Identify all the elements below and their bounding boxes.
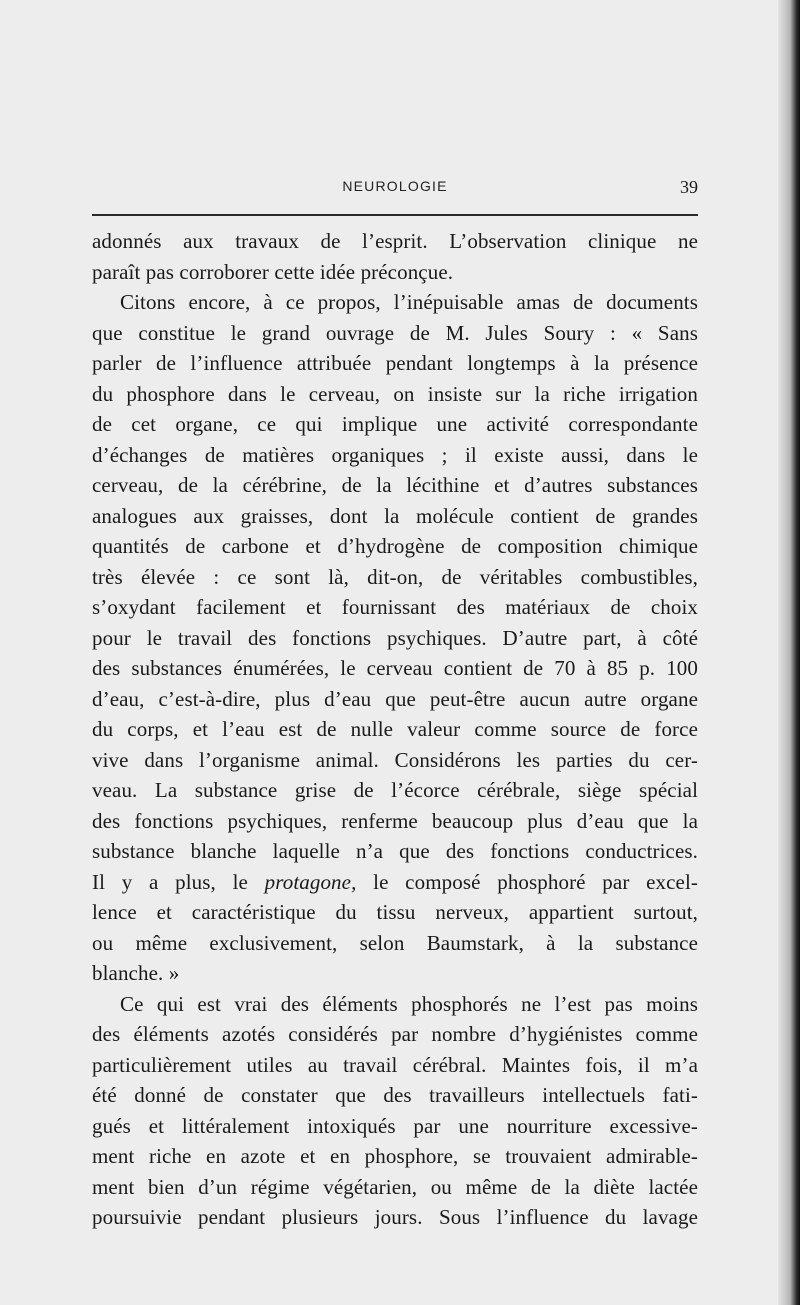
- text-line: très élevée : ce sont là, dit-on, de véritables combustibles,: [92, 564, 698, 589]
- text-line: gués et littéralement intoxiqués par une nourriture excessive-: [92, 1113, 698, 1138]
- text-line: ment bien d’un régime végétarien, ou même de la diète lactée: [92, 1174, 698, 1199]
- text-line: des fonctions psychiques, renferme beaucoup plus d’eau que la: [92, 808, 698, 833]
- text-line: paraît pas corroborer cette idée préconçue.: [92, 259, 454, 284]
- text-line: du corps, et l’eau est de nulle valeur comme source de force: [92, 717, 698, 741]
- text-line: d’eau, c’est-à-dire, plus d’eau que peut-être aucun autre organe: [92, 686, 698, 711]
- text-line: des éléments azotés considérés par nombre d’hygiénistes comme: [92, 1022, 698, 1046]
- italic-term: protagone,: [264, 869, 357, 894]
- text-line: lence et caractéristique du tissu nerveux, appartient surtout,: [92, 900, 698, 924]
- running-head: [92, 178, 698, 200]
- text-line: blanche. »: [92, 961, 180, 985]
- text-line: pour le travail des fonctions psychiques. D’autre part, à côté: [92, 625, 698, 650]
- text-line: été donné de constater que des travailleurs intellectuels fati-: [92, 1083, 698, 1107]
- text-line-with-italic: [92, 867, 698, 898]
- text-line: veau. La substance grise de l’écorce cérébrale, siège spécial: [92, 778, 698, 802]
- text-line: substance blanche laquelle n’a que des fonctions conductrices.: [92, 839, 698, 863]
- header-rule: [92, 214, 698, 216]
- text-line: d’échanges de matières organiques ; il existe aussi, dans le: [92, 442, 698, 467]
- text-line: cerveau, de la cérébrine, de la lécithine et d’autres substances: [92, 473, 698, 497]
- text-line: vive dans l’organisme animal. Considérons les parties du cer-: [92, 747, 698, 772]
- text-line: quantités de carbone et d’hydrogène de composition chimique: [92, 534, 698, 558]
- paragraph-start-line: Citons encore, à ce propos, l’inépuisable amas de documents: [120, 290, 698, 314]
- page-edge-shadow: [778, 0, 800, 1305]
- text-line: de cet organe, ce qui implique une activité correspondante: [92, 412, 698, 436]
- body-text: [92, 226, 698, 1233]
- text-run: le composé phosphoré par excel-: [356, 869, 698, 894]
- running-title: NEUROLOGIE: [342, 178, 448, 194]
- paragraph-start-line: Ce qui est vrai des éléments phosphorés ne l’est pas moins: [120, 991, 698, 1016]
- text-run: Il y a plus, le: [92, 869, 265, 894]
- text-line: du phosphore dans le cerveau, on insiste sur la riche irrigation: [92, 381, 698, 406]
- text-line: ment riche en azote et en phosphore, se trouvaient admirable-: [92, 1144, 698, 1168]
- text-line: des substances énumérées, le cerveau contient de 70 à 85 p. 100: [92, 656, 698, 680]
- text-line: adonnés aux travaux de l’esprit. L’observation clinique ne: [92, 229, 698, 253]
- text-line: parler de l’influence attribuée pendant longtemps à la présence: [92, 351, 698, 375]
- text-line: s’oxydant facilement et fournissant des matériaux de choix: [92, 595, 698, 619]
- text-line: ou même exclusivement, selon Baumstark, à la substance: [92, 930, 698, 955]
- text-line: particulièrement utiles au travail cérébral. Maintes fois, il m’a: [92, 1052, 698, 1077]
- text-line: poursuivie pendant plusieurs jours. Sous l’influence du lavage: [92, 1205, 698, 1229]
- text-line: analogues aux graisses, dont la molécule contient de grandes: [92, 503, 698, 528]
- page-number: 39: [680, 177, 698, 197]
- text-line: que constitue le grand ouvrage de M. Jules Soury : « Sans: [92, 320, 698, 345]
